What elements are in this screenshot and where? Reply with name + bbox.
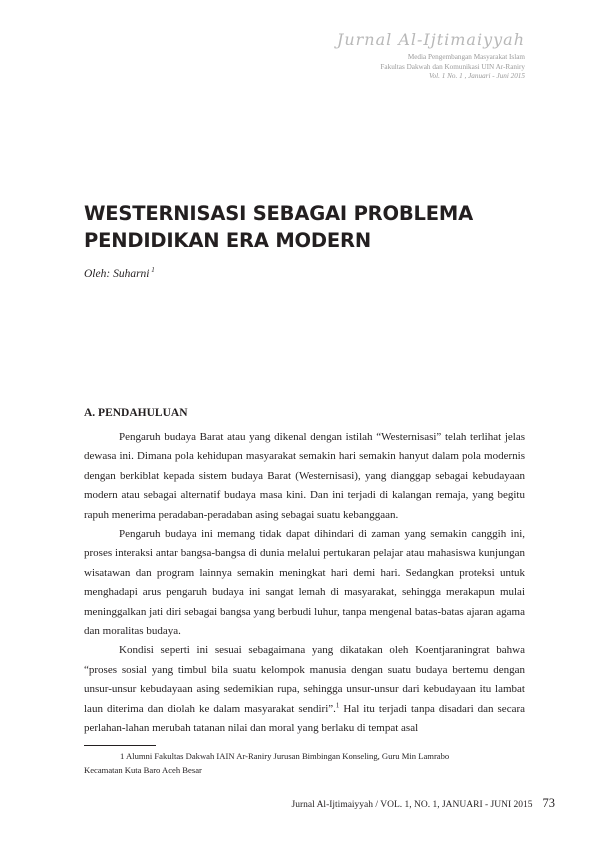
author-line — [84, 266, 155, 280]
paragraph-3-text: Kondisi seperti ini sesuai sebagaimana yang dikatakan oleh Koentjaraningrat bahwa “proses sosial yang timbul bila suatu kelompok manusia dengan suatu budaya bertemu dengan unsur-unsur kebudayaan asing sedemikian rupa, sehingga unsur-unsur dari kebudayaan itu lambat laun diterima dan diolah ke dalam masyarakat sendiri”. — [84, 644, 525, 715]
footer-journal-info: Jurnal Al-Ijtimaiyyah / VOL. 1, NO. 1, JANUARI - JUNI 2015 — [291, 800, 533, 810]
journal-header-line2: Fakultas Dakwah dan Komunikasi UIN Ar-Raniry — [380, 62, 525, 71]
journal-header-line1: Media Pengembangan Masyarakat Islam — [407, 53, 525, 61]
author-name: Suharni — [113, 267, 150, 280]
page-number: 73 — [542, 796, 555, 810]
paragraph-3-text-continued: Hal itu terjadi tanpa disadari dan secara perlahan-lahan merubah tatanan nilai dan moral yang berlaku di tempat asal — [84, 702, 526, 735]
author-footnote-ref: 1 — [149, 266, 155, 274]
footnote-ref: 1 — [335, 701, 340, 710]
article-title: WESTERNISASI SEBAGAI PROBLEMA PENDIDIKAN ERA MODERN — [84, 202, 473, 252]
footnote-line2: Kecamatan Kuta Baro Aceh Besar — [84, 765, 202, 775]
journal-header — [337, 30, 525, 82]
footnote-line1: 1 Alumni Fakultas Dakwah IAIN Ar-Raniry Jurusan Bimbingan Konseling, Guru Min Lamrabo — [120, 751, 450, 761]
section-heading: A. PENDAHULUAN — [84, 407, 188, 419]
journal-header-info — [337, 53, 525, 82]
paragraph-2: Pengaruh budaya ini memang tidak dapat dihindari di zaman yang semakin canggih ini, proses interaksi antar bangsa-bangsa di dunia melalui pertukaran pelajar atau mahasiswa kunjungan wisatawan dan program lainnya semakin meningkat hari demi hari. Sedangkan proteksi untuk menghadapi arus pengaruh budaya ini sangat lemah di masyarakat, sehingga merakapun mulai meninggalkan jati diri sebagai bangsa yang berbudi luhur, tanpa mengenal batas-batas ajaran agama dan moralitas budaya. — [84, 528, 525, 638]
footnote — [84, 749, 525, 777]
journal-logo-title: Jurnal Al-Ijtimaiyyah — [336, 30, 525, 49]
paragraph-1: Pengaruh budaya Barat atau yang dikenal dengan istilah “Westernisasi” telah terlihat jelas dewasa ini. Dimana pola kehidupan masyarakat semakin hari semakin hanyut dalam pola modernis dengan berkiblat kepada sistem budaya Barat (Westernisasi), yang dianggap sebagai kebudayaan modern atau sebagai alternatif budaya masa kini. Dan ini terjadi di kalangan remaja, yang begitu rapuh menerima peradaban-peradaban asing sebagai suatu kebanggaan. — [84, 431, 525, 521]
page-footer — [292, 796, 556, 811]
journal-header-line3: Vol. 1 No. 1 , Januari - Juni 2015 — [428, 72, 525, 80]
author-prefix: Oleh: — [84, 267, 114, 280]
paragraph-3 — [84, 641, 525, 738]
body-text — [84, 428, 525, 739]
footnote-divider — [84, 745, 156, 746]
